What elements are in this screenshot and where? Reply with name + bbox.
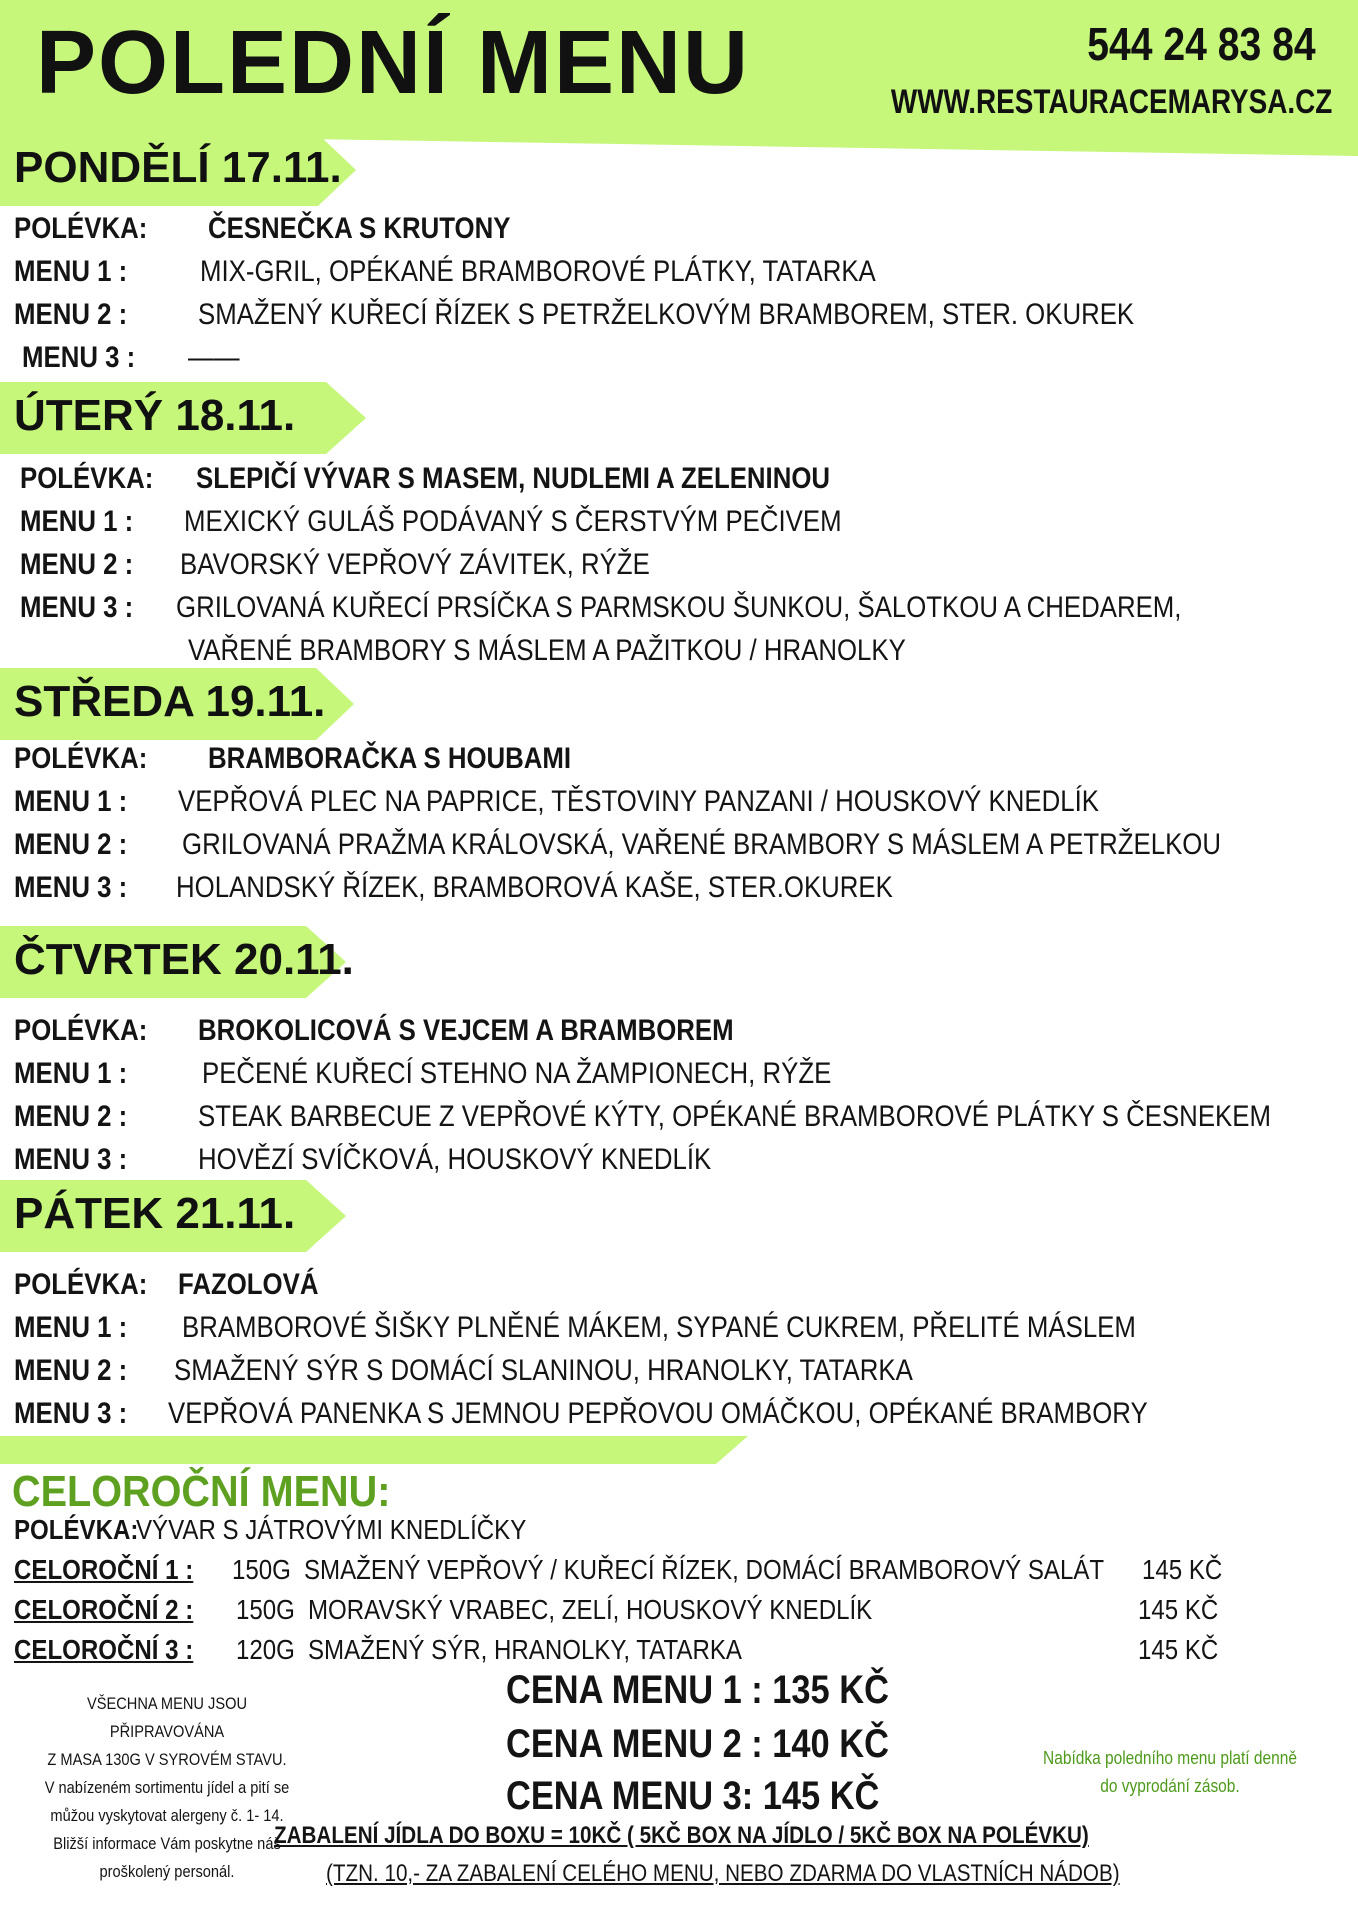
celorocni-weight: 120G [236, 1634, 295, 1665]
celorocni-soup: VÝVAR S JÁTROVÝMI KNEDLÍČKY [136, 1514, 527, 1545]
day-title: ČTVRTEK 20.11. [14, 935, 354, 984]
note-line: proškolený personál. [99, 1862, 235, 1881]
row-label: POLÉVKA: [14, 1014, 148, 1047]
row-dish: BAVORSKÝ VEPŘOVÝ ZÁVITEK, RÝŽE [180, 548, 650, 581]
note-line: VŠECHNA MENU JSOU PŘIPRAVOVÁNA [86, 1694, 248, 1741]
celorocni-price: 145 KČ [1142, 1554, 1223, 1585]
note-line: můžou vyskytovat alergeny č. 1- 14. [50, 1806, 284, 1825]
box-packaging-subnote: (TZN. 10,- ZA ZABALENÍ CELÉHO MENU, NEBO ZDARMA DO VLASTNÍCH NÁDOB) [326, 1860, 1120, 1887]
row-label: MENU 2 : [14, 1354, 128, 1387]
row-label: MENU 2 : [20, 548, 134, 581]
row-label: MENU 3 : [20, 591, 134, 624]
day-title: ÚTERÝ 18.11. [14, 391, 296, 440]
day-title: PÁTEK 21.11. [14, 1189, 296, 1238]
note-line: Z MASA 130G V SYROVÉM STAVU. [47, 1750, 287, 1769]
row-label: MENU 1 : [14, 785, 128, 818]
price-menu-1: CENA MENU 1 : 135 KČ [506, 1668, 889, 1712]
row-dish: HOVĚZÍ SVÍČKOVÁ, HOUSKOVÝ KNEDLÍK [198, 1143, 712, 1176]
row-dish: BRAMBOROVÉ ŠIŠKY PLNĚNÉ MÁKEM, SYPANÉ CUKREM, PŘELITÉ MÁSLEM [182, 1311, 1136, 1344]
row-dish: BROKOLICOVÁ S VEJCEM A BRAMBOREM [198, 1014, 734, 1047]
celorocni-dish: SMAŽENÝ SÝR, HRANOLKY, TATARKA [308, 1634, 743, 1665]
row-dish: SLEPIČÍ VÝVAR S MASEM, NUDLEMI A ZELENINOU [196, 462, 831, 495]
row-dish: SMAŽENÝ SÝR S DOMÁCÍ SLANINOU, HRANOLKY, TATARKA [174, 1354, 913, 1387]
box-packaging-note: ZABALENÍ JÍDLA DO BOXU = 10KČ ( 5KČ BOX NA JÍDLO / 5KČ BOX NA POLÉVKU) [274, 1822, 1089, 1849]
page-title: POLEDNÍ MENU [36, 13, 751, 113]
celorocni-dish: MORAVSKÝ VRABEC, ZELÍ, HOUSKOVÝ KNEDLÍK [308, 1594, 873, 1625]
celorocni-price: 145 KČ [1138, 1594, 1219, 1625]
celorocni-weight: 150G [236, 1594, 295, 1625]
row-dish: MEXICKÝ GULÁŠ PODÁVANÝ S ČERSTVÝM PEČIVEM [184, 505, 842, 538]
phone-number[interactable]: 544 24 83 84 [1087, 18, 1316, 70]
row-dish: SMAŽENÝ KUŘECÍ ŘÍZEK S PETRŽELKOVÝM BRAMBOREM, STER. OKUREK [198, 298, 1135, 331]
row-dish: GRILOVANÁ PRAŽMA KRÁLOVSKÁ, VAŘENÉ BRAMBORY S MÁSLEM A PETRŽELKOU [182, 828, 1222, 861]
celorocni-dish: SMAŽENÝ VEPŘOVÝ / KUŘECÍ ŘÍZEK, DOMÁCÍ BRAMBOROVÝ SALÁT [304, 1554, 1105, 1585]
row-label: MENU 3 : [22, 341, 136, 374]
row-label: MENU 3 : [14, 1397, 128, 1430]
note-line: Bližší informace Vám poskytne náš [53, 1834, 281, 1853]
row-label: MENU 1 : [14, 255, 128, 288]
row-label: MENU 1 : [14, 1311, 128, 1344]
row-label: POLÉVKA: [20, 462, 154, 495]
day-title: STŘEDA 19.11. [14, 677, 326, 726]
price-menu-2: CENA MENU 2 : 140 KČ [506, 1722, 889, 1766]
row-label: POLÉVKA: [14, 1268, 148, 1301]
row-label: MENU 3 : [14, 871, 128, 904]
celorocni-label: CELOROČNÍ 2 : [14, 1594, 194, 1625]
celorocni-label: CELOROČNÍ 1 : [14, 1554, 194, 1585]
celorocni-title: CELOROČNÍ MENU: [12, 1467, 391, 1516]
row-dish: GRILOVANÁ KUŘECÍ PRSÍČKA S PARMSKOU ŠUNKOU, ŠALOTKOU A CHEDAREM, [176, 591, 1182, 624]
celorocni-price: 145 KČ [1138, 1634, 1219, 1665]
row-dish: MIX-GRIL, OPÉKANÉ BRAMBOROVÉ PLÁTKY, TATARKA [200, 255, 876, 288]
celorocni-divider [0, 1436, 750, 1466]
row-label: MENU 1 : [14, 1057, 128, 1090]
row-dish: ČESNEČKA S KRUTONY [208, 212, 511, 245]
row-label: POLÉVKA: [14, 742, 148, 775]
row-label: MENU 2 : [14, 1100, 128, 1133]
website-link[interactable]: WWW.RESTAURACEMARYSA.CZ [890, 83, 1332, 121]
row-dish: VAŘENÉ BRAMBORY S MÁSLEM A PAŽITKOU / HRANOLKY [188, 634, 906, 667]
row-label: MENU 2 : [14, 298, 128, 331]
celorocni-label: CELOROČNÍ 3 : [14, 1634, 194, 1665]
row-label: MENU 2 : [14, 828, 128, 861]
row-label: MENU 1 : [20, 505, 134, 538]
row-dish: —— [188, 341, 240, 374]
day-title: PONDĚLÍ 17.11. [14, 143, 342, 192]
celorocni-weight: 150G [232, 1554, 291, 1585]
row-dish: VEPŘOVÁ PLEC NA PAPRICE, TĚSTOVINY PANZANI / HOUSKOVÝ KNEDLÍK [178, 785, 1099, 818]
celorocni-soup-label: POLÉVKA: [14, 1514, 139, 1545]
row-dish: BRAMBORAČKA S HOUBAMI [208, 742, 572, 775]
note-line: do vyprodání zásob. [1100, 1776, 1240, 1796]
note-line: Nabídka poledního menu platí denně [1043, 1748, 1297, 1768]
price-menu-3: CENA MENU 3: 145 KČ [506, 1774, 880, 1818]
row-dish: HOLANDSKÝ ŘÍZEK, BRAMBOROVÁ KAŠE, STER.OKUREK [176, 871, 893, 904]
allergen-note [22, 1690, 312, 1886]
availability-note [1020, 1744, 1320, 1800]
row-label: POLÉVKA: [14, 212, 148, 245]
note-line: V nabízeném sortimentu jídel a pití se [44, 1778, 290, 1797]
row-dish: VEPŘOVÁ PANENKA S JEMNOU PEPŘOVOU OMÁČKOU, OPÉKANÉ BRAMBORY [168, 1397, 1148, 1430]
row-dish: STEAK BARBECUE Z VEPŘOVÉ KÝTY, OPÉKANÉ BRAMBOROVÉ PLÁTKY S ČESNEKEM [198, 1100, 1271, 1133]
row-label: MENU 3 : [14, 1143, 128, 1176]
row-dish: FAZOLOVÁ [178, 1268, 319, 1301]
row-dish: PEČENÉ KUŘECÍ STEHNO NA ŽAMPIONECH, RÝŽE [202, 1057, 832, 1090]
